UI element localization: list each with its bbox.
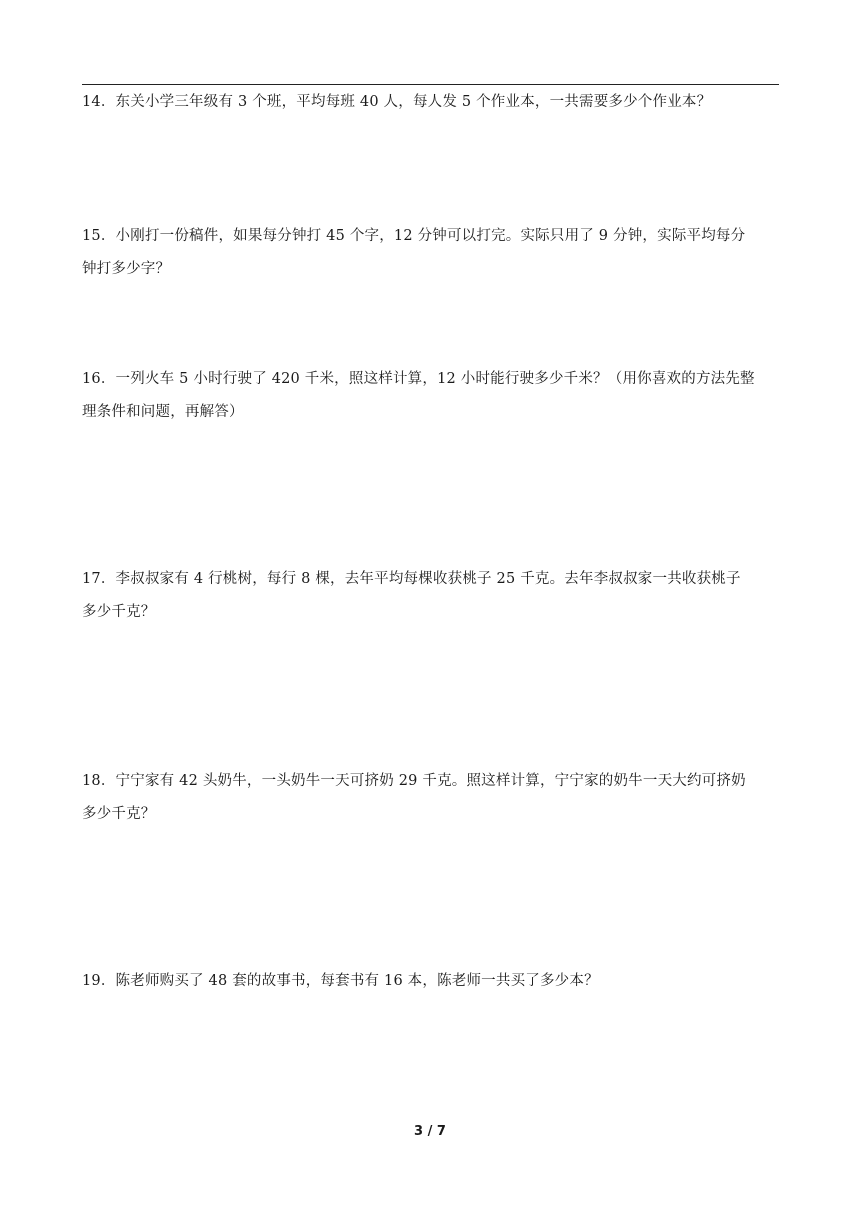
- header-rule: [82, 84, 779, 85]
- question-text-line: 14．东关小学三年级有 3 个班，平均每班 40 人，每人发 5 个作业本，一共需要多少个作业本？: [82, 94, 712, 110]
- page-number: 3 / 7: [414, 1124, 446, 1139]
- question-text-line: 钟打多少字？: [82, 261, 171, 277]
- question-text-line: 多少千克？: [82, 604, 156, 620]
- question-16: [82, 363, 782, 429]
- question-text-line: 18．宁宁家有 42 头奶牛，一头奶牛一天可挤奶 29 千克。照这样计算，宁宁家的奶牛一天大约可挤奶: [82, 773, 746, 789]
- question-text-line: 16．一列火车 5 小时行驶了 420 千米，照这样计算，12 小时能行驶多少千米？（用你喜欢的方法先整: [82, 371, 755, 387]
- question-text-line: 17．李叔叔家有 4 行桃树，每行 8 棵，去年平均每棵收获桃子 25 千克。去年李叔叔家一共收获桃子: [82, 571, 741, 587]
- question-text-line: 理条件和问题，再解答）: [82, 404, 244, 420]
- question-17: [82, 563, 782, 629]
- question-text-line: 19．陈老师购买了 48 套的故事书，每套书有 16 本，陈老师一共买了多少本？: [82, 973, 599, 989]
- question-text-line: 15．小刚打一份稿件，如果每分钟打 45 个字，12 分钟可以打完。实际只用了 9 分钟，实际平均每分: [82, 228, 746, 244]
- question-text-line: 多少千克？: [82, 806, 156, 822]
- question-19: [82, 965, 782, 998]
- question-14: [82, 86, 782, 119]
- question-18: [82, 765, 782, 831]
- question-15: [82, 220, 782, 286]
